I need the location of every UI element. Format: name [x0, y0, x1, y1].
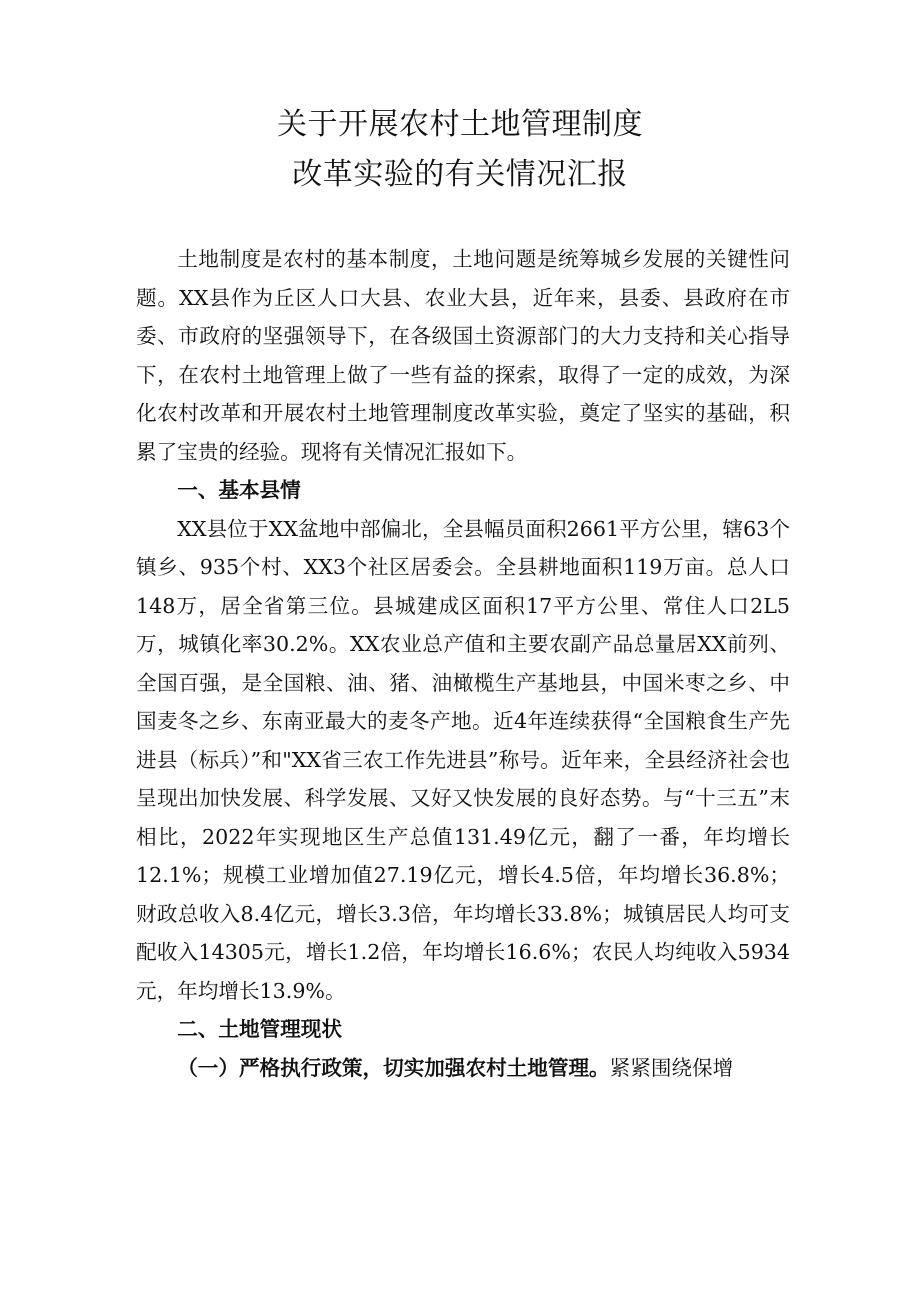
subsection-body: 紧紧围绕保增 — [609, 1055, 734, 1080]
document-title — [0, 100, 920, 200]
document-body — [136, 240, 790, 1087]
title-line-1: 关于开展农村土地管理制度 — [277, 107, 643, 142]
subsection-paragraph — [136, 1049, 790, 1088]
intro-paragraph: 土地制度是农村的基本制度，土地问题是统筹城乡发展的关键性问题。XX县作为丘区人口大县、农业大县，近年来，县委、县政府在市委、市政府的坚强领导下，在各级国土资源部门的大力支持和关心指导下，在农村土地管理上做了一些有益的探索，取得了一定的成效，为深化农村改革和开展农村土地管理制度改革实验，奠定了坚实的基础，积累了宝贵的经验。现将有关情况汇报如下。 — [136, 247, 790, 464]
subsection-lead: （一）严格执行政策，切实加强农村土地管理。 — [177, 1055, 610, 1080]
section-heading-basic-info: 一、基本县情 — [177, 478, 301, 502]
section-heading-land-status: 二、土地管理现状 — [177, 1017, 342, 1041]
basic-info-paragraph: XX县位于XX盆地中部偏北，全县幅员面积2661平方公里，辖63个镇乡、935个村、XX3个社区居委会。全县耕地面积119万亩。总人口148万，居全省第三位。县城建成区面积17平方公里、常住人口2L5万，城镇化率30.2%。XX农业总产值和主要农副产品总量居XX前列、全国百强，是全国粮、油、猪、油橄榄生产基地县，中国米枣之乡、中国麦冬之乡、东南亚最大的麦冬产地。近4年连续获得“全国粮食生产先进县（标兵）”和"XX省三农工作先进县”称号。近年来，全县经济社会也呈现出加快发展、科学发展、又好又快发展的良好态势。与“十三五”末相比，2022年实现地区生产总值131.49亿元，翻了一番，年均增长12.1%；规模工业增加值27.19亿元，增长4.5倍，年均增长36.8%；财政总收入8.4亿元，增长3.3倍，年均增长33.8%；城镇居民人均可支配收入14305元，增长1.2倍，年均增长16.6%；农民人均纯收入5934元，年均增长13.9%。 — [136, 516, 790, 1003]
title-line-2: 改革实验的有关情况汇报 — [292, 157, 628, 192]
